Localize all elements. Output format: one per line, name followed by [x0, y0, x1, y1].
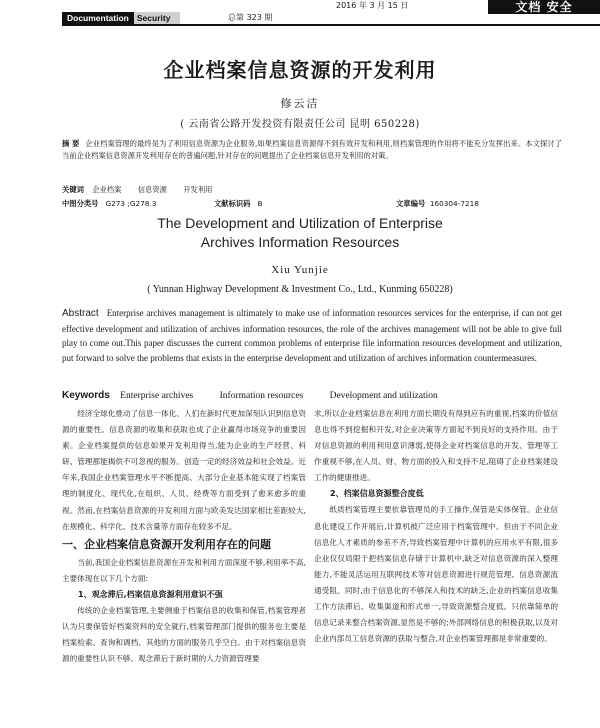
- keywords-en-label: Keywords: [62, 390, 110, 401]
- section-heading: 一、企业档案信息资源开发利用存在的问题: [62, 537, 271, 551]
- keyword-cn: 企业档案: [92, 185, 122, 194]
- abstract-cn: [62, 138, 562, 162]
- abstract-en-label: Abstract: [62, 308, 99, 319]
- abstract-en: [62, 306, 562, 365]
- keyword-cn: 开发利用: [183, 185, 213, 194]
- body-paragraph: 纸质档案管理主要依靠管理员的手工操作,保管是实体保管。企业信息化建设工作开展后,计算机被广泛应用于档案管理中。但由于不同企业信息化人才素质的参差不齐,导致档案管理中计算机的应用水平有限,很多企业仅仅局限于把档案信息存储于计算机中,缺乏对信息资源的深入整理能力,不能灵活运用互联网技术等对信息资源进行规范管理、信息资源流通受阻。同时,由于信息化的不够深入和技术的缺乏,企业的档案信息收集工作方法滞后、收集渠道和形式单一,导致资源整合度低。只依靠简单的信息记录来整合档案资源,显然是不够的;外部网络信息的积极获取,以及对企业内部员工信息资源的获取与整合,对企业档案管理都是非常重要的。: [314, 505, 558, 644]
- keywords-cn-label: 关键词: [62, 185, 84, 194]
- body-column-right: [314, 406, 558, 647]
- keyword-en: Information resources: [219, 391, 304, 401]
- header-rule: [62, 24, 600, 26]
- document-code: 文献标识码 B: [214, 199, 263, 208]
- body-column-left: [62, 406, 306, 667]
- title-en-line1: The Development and Utilization of Enterprise: [157, 215, 443, 231]
- body-paragraph: 传统的企业档案管理,主要侧重于档案信息的收集和保管,档案管理者认为只要保管好档案资料的安全就行,档案管理部门提供的服务也主要是档案检索、查询和调档、其他的方面的服务几乎空白。由于对档案信息资源的重要性认识不够、观念滞后于新时期的人力资源管理要: [62, 605, 306, 664]
- clc-number: 中图分类号 G273 ;G278.3: [62, 199, 157, 208]
- author-cn: 修云洁: [280, 97, 320, 110]
- body-paragraph: 经济全球化推动了信息一体化、人们在新时代更加深刻认识到信息资源的重要性。信息资源的收集和获取也成了企业赢得市场竞争的重要因素。企业档案提供的信息如果开发利用得当,能为企业的生产经营、科研、管理都能揭供不可忽视的服务。创造一定的经济效益和社会效益。近年来,我国企业档案管理水平不断提高、大部分企业基本能实现了档案管理的制度化、现代化,在组织、人员、经费等方面受到了愈来愈多的重视。然而,在档案信息资源的开发利用方面与欧美发达国家相比差距较大,在规模化、科学化、技术含量等方面存在较多不足。: [62, 409, 306, 531]
- affiliation-en: ( Yunnan Highway Development & Investment Co., Ltd., Kunming 650228): [147, 284, 453, 295]
- journal-tag-left: Documentation: [62, 12, 134, 24]
- author-en: Xiu Yunjie: [271, 264, 329, 276]
- subsection-heading: 2、档案信息资源整合度低: [330, 489, 424, 499]
- keywords-en: [62, 389, 462, 403]
- affiliation-cn: ( 云南省公路开发投资有限责任公司 昆明 650228): [180, 119, 420, 130]
- paper-title-cn: 企业档案信息资源的开发利用: [163, 58, 437, 82]
- abstract-cn-label: 摘 要: [62, 139, 80, 148]
- journal-tag-right: Security: [134, 12, 181, 24]
- abstract-en-text: Enterprise archives management is ultimately to make use of information resources services for the enterprise, if can not get effective development and utilization of archives information resources, the role of the archives management will not be able to give full play to come out.This paper discusses the current common problems of enterprise file information resources development and utilization, put forward to solve the problems that exists in the enterprise development and utilization of archives information countermeasures.: [62, 308, 562, 363]
- subsection-heading: 1、观念滞后,档案信息资源利用意识不强: [78, 589, 223, 599]
- body-paragraph: 当前,我国企业档案信息资源在开发和利用方面深度不够,利用率不高,主要体现在以下几个方面:: [62, 557, 306, 583]
- page-header: [0, 0, 600, 26]
- keywords-cn: [62, 184, 226, 196]
- issue-date: 2016 年 3 月 15 日: [336, 1, 409, 10]
- article-number: 文章编号 160304-7218: [396, 199, 479, 208]
- keyword-en: Development and utilization: [329, 391, 438, 401]
- paper-title-en: [0, 214, 600, 252]
- title-en-line2: Archives Information Resources: [200, 234, 400, 250]
- abstract-cn-text: 企业档案管理的最终是为了利用信息资源为企业服务,如果档案信息资源得不到有效开发和利用,则档案管理的作用将不能充分发挥出来。本文探讨了当前企业档案信息资源开发利用存在的普遍问题,针对存在的问题提出了企业档案信息开发利用的对策。: [62, 139, 562, 160]
- journal-tag: [62, 12, 180, 24]
- section-label: 文档 安全: [488, 0, 600, 14]
- body-paragraph: 求,所以企业档案信息在利用方面长期没有得到应有的重视,档案的价值信息也得不到挖掘和开发,对企业决策等方面起不到良好的支持作用。由于对信息资源的利用利用意识薄弱,使得企业对档案信息的开发、管理等工作重视不够,在人员、财、物方面的投入和支持不足,阻碍了企业档案建设工作的健康推进。: [314, 409, 558, 483]
- issue-number: 总第 323 期: [228, 13, 273, 22]
- keyword-cn: 信息资源: [137, 185, 167, 194]
- keyword-en: Enterprise archives: [120, 391, 194, 401]
